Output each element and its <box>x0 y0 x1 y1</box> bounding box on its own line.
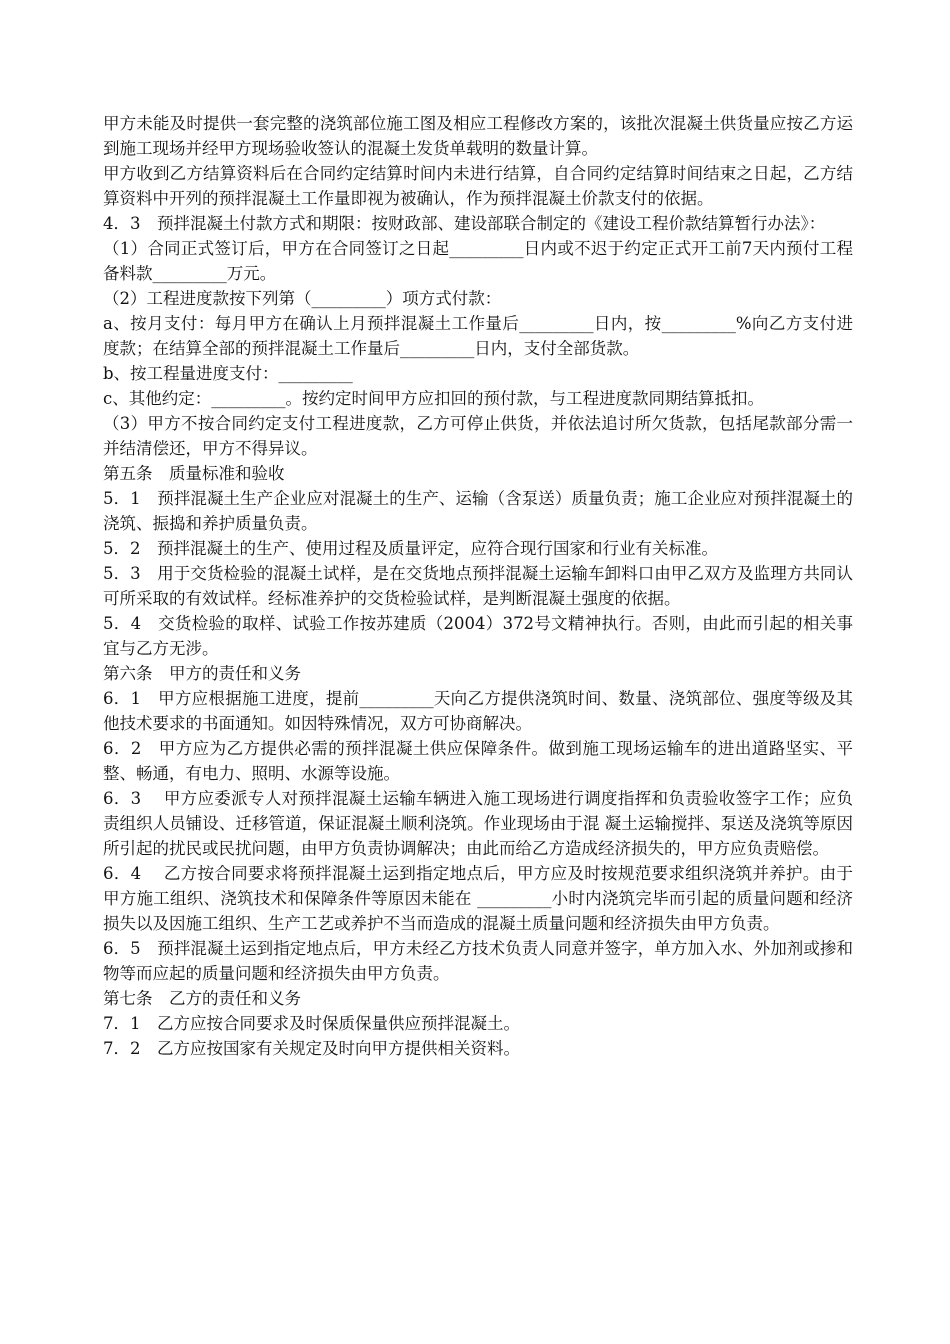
paragraph-delivery-quantity: 甲方未能及时提供一套完整的浇筑部位施工图及相应工程修改方案的，该批次混凝土供货量应按乙方运到施工现场并经甲方现场验收签认的混凝土发货单载明的数量计算。 <box>103 114 853 158</box>
paragraph-6-1: 6．1 甲方应根据施工进度，提前_________天向乙方提供浇筑时间、数量、浇筑部位、强度等级及其他技术要求的书面通知。如因特殊情况，双方可协商解决。 <box>103 689 853 733</box>
paragraph-4-3-item-1: （1）合同正式签订后，甲方在合同签订之日起_________日内或不迟于约定正式开工前7天内预付工程备料款_________万元。 <box>103 239 853 283</box>
paragraph-settlement-confirmation: 甲方收到乙方结算资料后在合同约定结算时间内未进行结算，自合同约定结算时间结束之日起，乙方结算资料中开列的预拌混凝土工作量即视为被确认，作为预拌混凝土价款支付的依据。 <box>103 164 853 208</box>
paragraph-option-a: a、按月支付：每月甲方在确认上月预拌混凝土工作量后_________日内，按_________%向乙方支付进度款；在结算全部的预拌混凝土工作量后_________日内，支付全部货款。 <box>103 314 853 358</box>
paragraph-6-2: 6．2 甲方应为乙方提供必需的预拌混凝土供应保障条件。做到施工现场运输车的进出道路坚实、平整、畅通，有电力、照明、水源等设施。 <box>103 739 853 783</box>
section-heading-article-7: 第七条 乙方的责任和义务 <box>103 989 301 1008</box>
paragraph-4-3-item-3: （3）甲方不按合同约定支付工程进度款，乙方可停止供货，并依法追讨所欠货款，包括尾款部分需一并结清偿还，甲方不得异议。 <box>103 414 853 458</box>
paragraph-6-4: 6．4 乙方按合同要求将预拌混凝土运到指定地点后，甲方应及时按规范要求组织浇筑并养护。由于甲方施工组织、浇筑技术和保障条件等原因未能在 _________小时内浇筑完毕而引起的质量问题和经济损失以及因施工组织、生产工艺或养护不当而造成的混凝土质量问题和经济损失由甲方负责。 <box>103 864 853 933</box>
paragraph-7-2: 7．2 乙方应按国家有关规定及时向甲方提供相关资料。 <box>103 1039 520 1058</box>
section-heading-article-6: 第六条 甲方的责任和义务 <box>103 664 301 683</box>
paragraph-option-b: b、按工程量进度支付：_________ <box>103 364 353 383</box>
paragraph-4-3: 4．3 预拌混凝土付款方式和期限：按财政部、建设部联合制定的《建设工程价款结算暂行办法》： <box>103 214 826 233</box>
paragraph-option-c: c、其他约定：_________。按约定时间甲方应扣回的预付款，与工程进度款同期结算抵扣。 <box>103 389 764 408</box>
section-heading-article-5: 第五条 质量标准和验收 <box>103 464 285 483</box>
paragraph-5-3: 5．3 用于交货检验的混凝土试样，是在交货地点预拌混凝土运输车卸料口由甲乙双方及监理方共同认可所采取的有效试样。经标准养护的交货检验试样，是判断混凝土强度的依据。 <box>103 564 853 608</box>
paragraph-6-5: 6．5 预拌混凝土运到指定地点后，甲方未经乙方技术负责人同意并签字，单方加入水、外加剂或掺和物等而应起的质量问题和经济损失由甲方负责。 <box>103 939 853 983</box>
paragraph-5-1: 5．1 预拌混凝土生产企业应对混凝土的生产、运输（含泵送）质量负责；施工企业应对预拌混凝土的浇筑、振捣和养护质量负责。 <box>103 489 853 533</box>
paragraph-4-3-item-2: （2）工程进度款按下列第（_________）项方式付款： <box>103 289 502 308</box>
paragraph-7-1: 7．1 乙方应按合同要求及时保质保量供应预拌混凝土。 <box>103 1014 520 1033</box>
paragraph-5-2: 5．2 预拌混凝土的生产、使用过程及质量评定，应符合现行国家和行业有关标准。 <box>103 539 718 558</box>
document-body <box>103 111 853 1061</box>
paragraph-5-4: 5．4 交货检验的取样、试验工作按苏建质（2004）372号文精神执行。否则，由此而引起的相关事宜与乙方无涉。 <box>103 614 853 658</box>
paragraph-6-3: 6．3 甲方应委派专人对预拌混凝土运输车辆进入施工现场进行调度指挥和负责验收签字工作；应负责组织人员铺设、迁移管道，保证混凝土顺利浇筑。作业现场由于混 凝土运输搅拌、泵送及浇筑等原因所引起的扰民或民扰问题，由甲方负责协调解决；由此而给乙方造成经济损失的，甲方应负责赔偿。 <box>103 789 853 858</box>
